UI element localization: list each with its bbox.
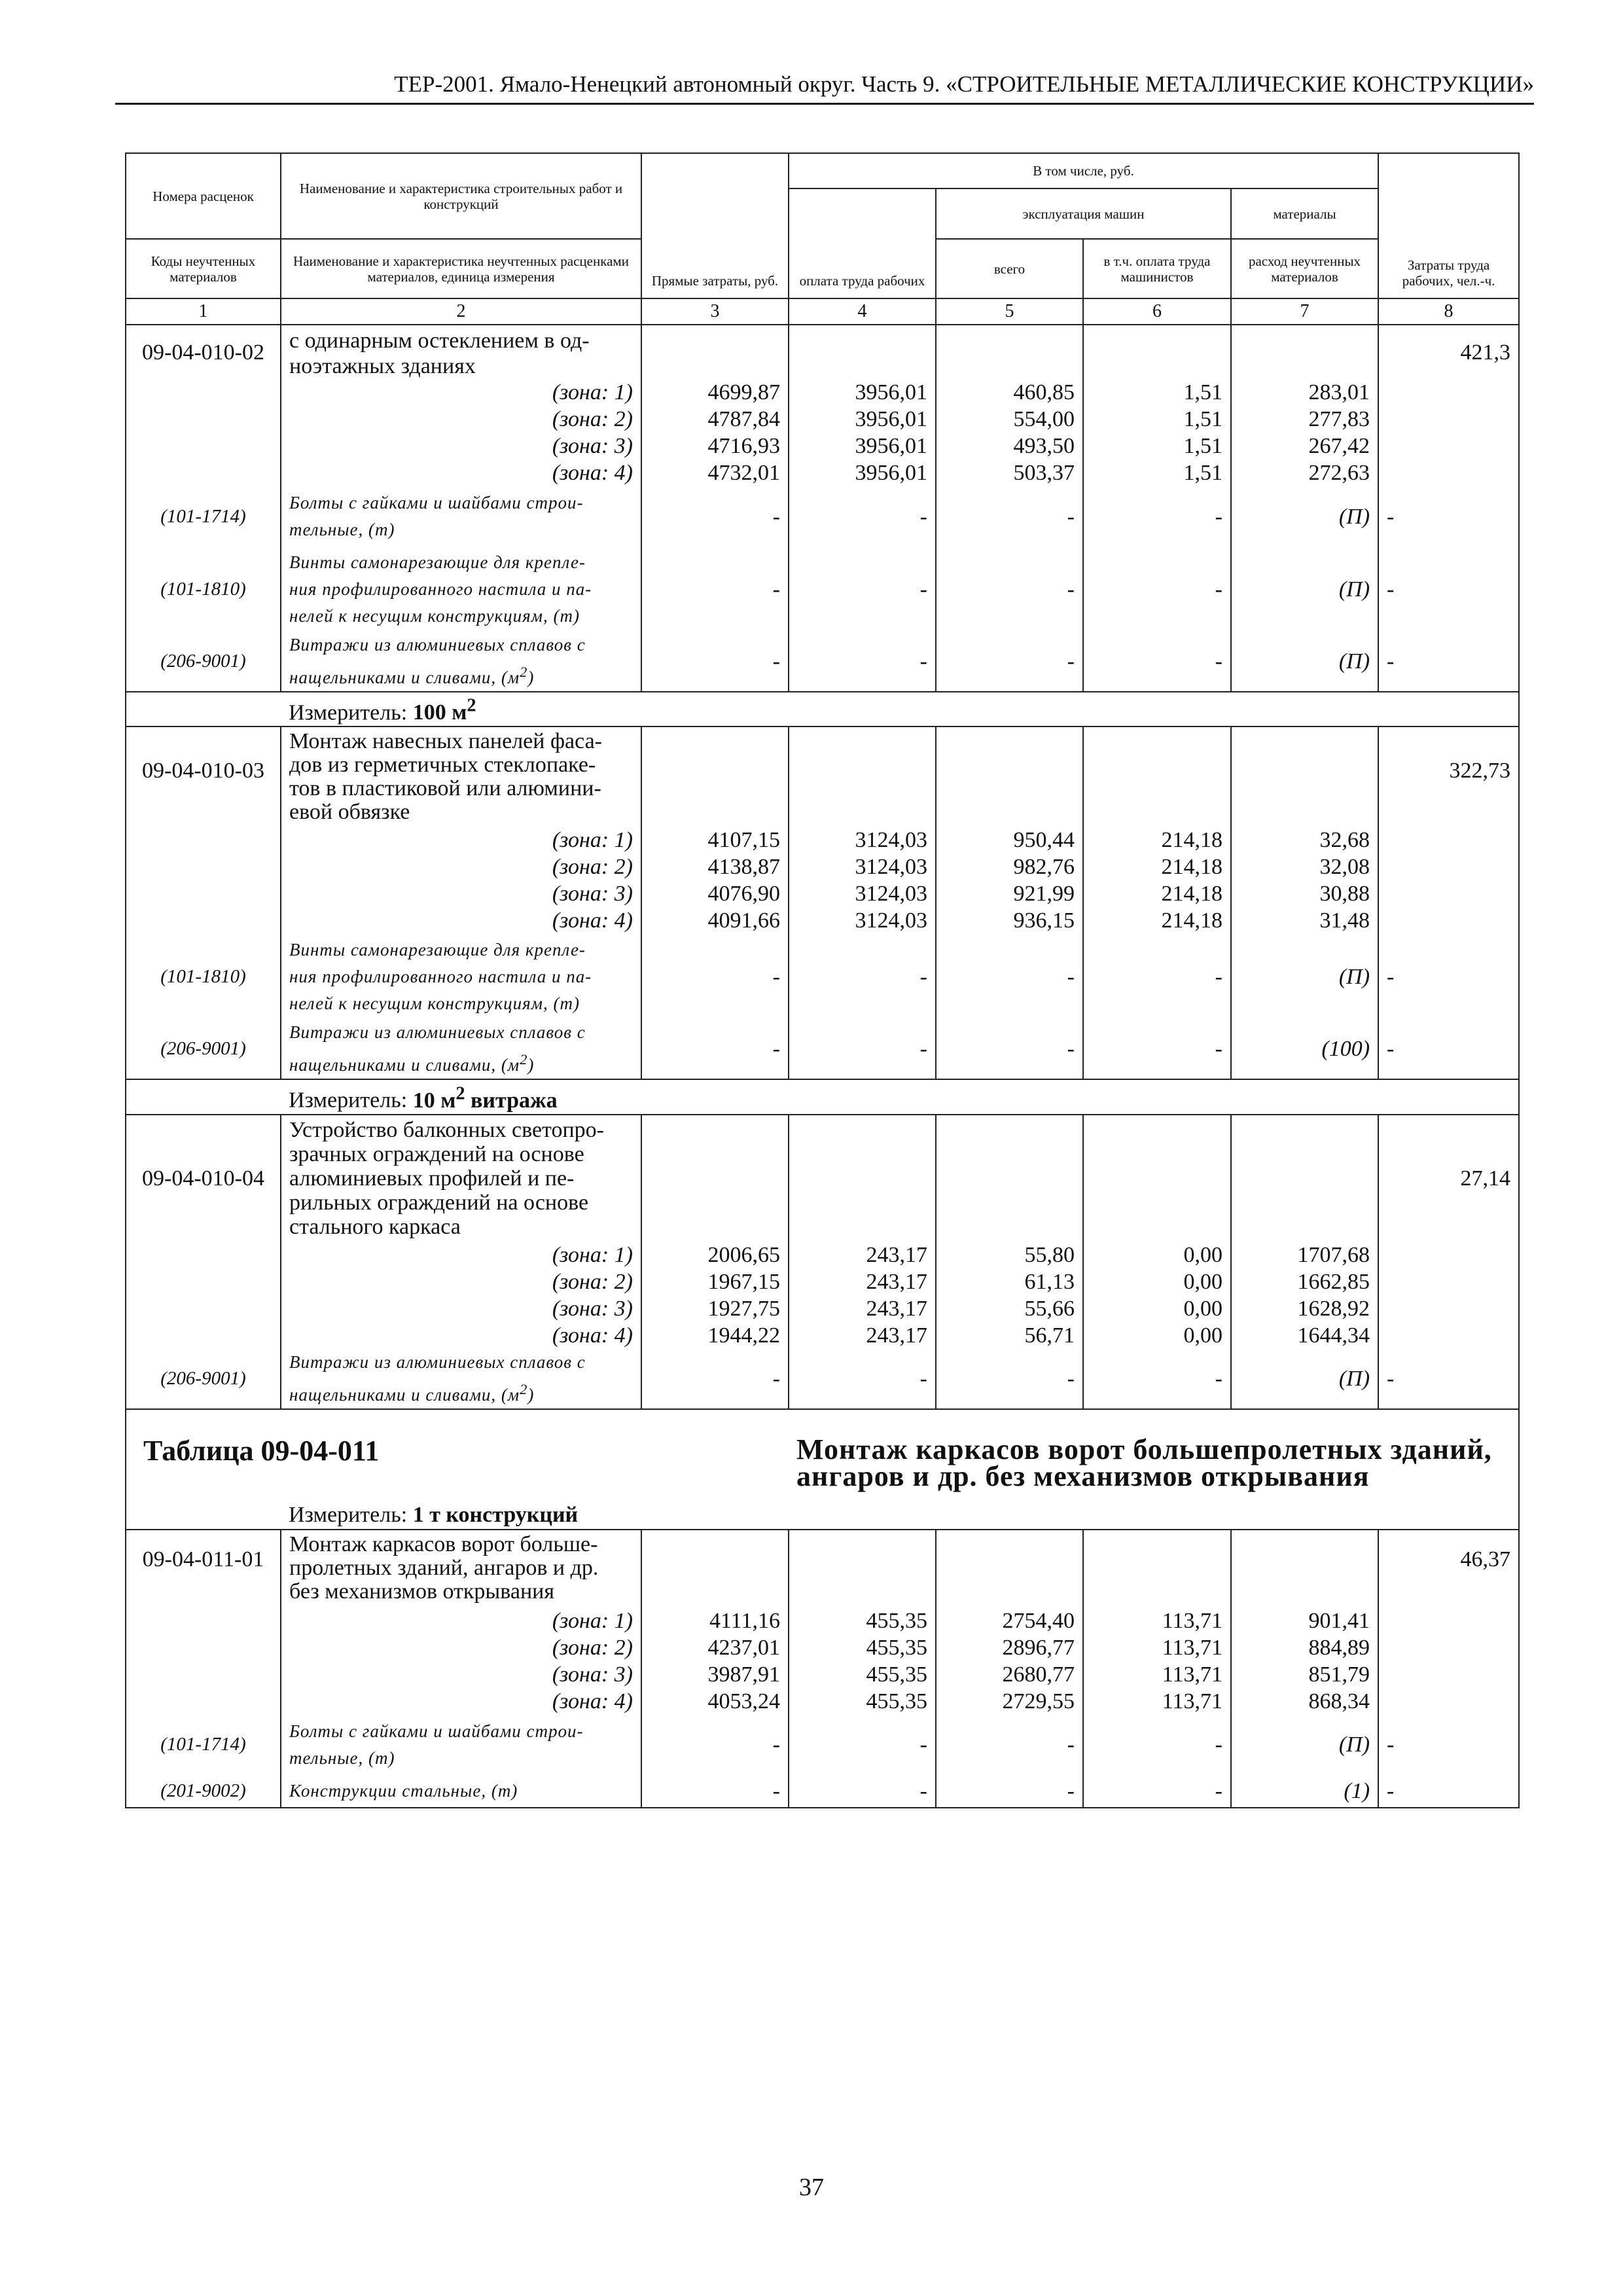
- material-code: (101-1714): [126, 1715, 281, 1775]
- measure-text: Измеритель: 10 $м^2$ витража: [281, 1079, 1519, 1114]
- zone-label: (зона: 2): [281, 1634, 641, 1661]
- dash: -: [641, 1775, 789, 1808]
- machines-total: 982,76: [936, 853, 1083, 880]
- materials-cost: 1644,34: [1231, 1322, 1378, 1349]
- material-code: (101-1810): [126, 547, 281, 632]
- machines-total: 56,71: [936, 1322, 1083, 1349]
- zone-row: [126, 1322, 1519, 1349]
- dash: -: [1083, 1715, 1231, 1775]
- rate-code: 09-04-010-04: [126, 1115, 281, 1242]
- materials-cost: 868,34: [1231, 1688, 1378, 1715]
- rate-name: Монтаж каркасов ворот больше- пролетных зданий, ангаров и др. без механизмов открывания: [281, 1530, 641, 1607]
- column-number: 8: [1378, 298, 1519, 325]
- dash: -: [1083, 1775, 1231, 1808]
- wages: 3956,01: [789, 459, 936, 486]
- dash: -: [789, 1715, 936, 1775]
- dash: -: [641, 1715, 789, 1775]
- material-name-line: нелей к несущим конструкциям, (т): [289, 605, 580, 626]
- machines-total: 460,85: [936, 379, 1083, 406]
- dash: -: [936, 1349, 1083, 1409]
- material-code: (206-9001): [126, 1349, 281, 1409]
- wages: 3124,03: [789, 853, 936, 880]
- rate-row: [126, 726, 1519, 827]
- machinist-wages: 113,71: [1083, 1634, 1231, 1661]
- dash: -: [1378, 934, 1519, 1019]
- dash: -: [1083, 486, 1231, 547]
- zone-label: (зона: 3): [281, 1661, 641, 1688]
- wages: 3956,01: [789, 406, 936, 433]
- wages: 455,35: [789, 1607, 936, 1634]
- direct-cost: 4053,24: [641, 1688, 789, 1715]
- material-code: (201-9002): [126, 1775, 281, 1808]
- dash: -: [789, 1349, 936, 1409]
- unit-bracket: ): [527, 668, 535, 687]
- rate-code: 09-04-010-02: [126, 325, 281, 379]
- material-row: [126, 486, 1519, 547]
- material-quantity: (П): [1231, 1349, 1378, 1409]
- dash: -: [1378, 486, 1519, 547]
- wages: 243,17: [789, 1295, 936, 1322]
- direct-cost: 4732,01: [641, 459, 789, 486]
- material-code: (206-9001): [126, 1019, 281, 1079]
- dash: -: [1378, 1775, 1519, 1808]
- material-row: [126, 1349, 1519, 1409]
- dash: -: [641, 632, 789, 692]
- wages: 3124,03: [789, 907, 936, 934]
- machines-total: 2896,77: [936, 1634, 1083, 1661]
- column-number: 5: [936, 298, 1083, 325]
- zone-label: (зона: 4): [281, 1688, 641, 1715]
- machinist-wages: 0,00: [1083, 1295, 1231, 1322]
- materials-cost: 884,89: [1231, 1634, 1378, 1661]
- table-heading-row: [126, 1409, 1519, 1501]
- dash: -: [1378, 547, 1519, 632]
- machinist-wages: 113,71: [1083, 1607, 1231, 1634]
- dash: -: [1083, 632, 1231, 692]
- wages: 3124,03: [789, 880, 936, 907]
- materials-cost: 283,01: [1231, 379, 1378, 406]
- page-number: 37: [799, 2174, 824, 2201]
- wages: 455,35: [789, 1661, 936, 1688]
- machinist-wages: 1,51: [1083, 433, 1231, 459]
- materials-cost: 851,79: [1231, 1661, 1378, 1688]
- direct-cost: 2006,65: [641, 1242, 789, 1268]
- material-row: [126, 547, 1519, 632]
- dash: -: [936, 547, 1083, 632]
- dash: -: [789, 632, 936, 692]
- machines-total: 55,66: [936, 1295, 1083, 1322]
- dash: -: [789, 934, 936, 1019]
- materials-cost: 1628,92: [1231, 1295, 1378, 1322]
- col1-bottom-header: Коды неучтенных материалов: [126, 239, 281, 298]
- dash: -: [936, 1019, 1083, 1079]
- rate-code: 09-04-010-03: [126, 726, 281, 827]
- wages: 243,17: [789, 1268, 936, 1295]
- column-number: 3: [641, 298, 789, 325]
- material-quantity: (П): [1231, 1715, 1378, 1775]
- column-number: 4: [789, 298, 936, 325]
- material-row: [126, 934, 1519, 1019]
- measure-row: [126, 1501, 1519, 1530]
- machines-total: 921,99: [936, 880, 1083, 907]
- material-row: [126, 1019, 1519, 1079]
- col5-header: всего: [936, 239, 1083, 298]
- labor-cost: 322,73: [1378, 726, 1519, 827]
- dash: -: [936, 632, 1083, 692]
- zone-row: [126, 853, 1519, 880]
- materials-cost: 32,68: [1231, 827, 1378, 853]
- rate-row: [126, 1530, 1519, 1607]
- material-name-line: нащельниками и сливами, (м: [289, 668, 520, 687]
- zone-row: [126, 1661, 1519, 1688]
- wages: 455,35: [789, 1634, 936, 1661]
- col7-header: расход неучтенных материалов: [1231, 239, 1378, 298]
- col6-header: в т.ч. оплата труда машинистов: [1083, 239, 1231, 298]
- zone-row: [126, 1295, 1519, 1322]
- material-row: [126, 1715, 1519, 1775]
- machines-total: 554,00: [936, 406, 1083, 433]
- materials-cost: 1662,85: [1231, 1268, 1378, 1295]
- machines-total: 950,44: [936, 827, 1083, 853]
- zone-row: [126, 1268, 1519, 1295]
- dash: -: [641, 1349, 789, 1409]
- machinist-wages: 0,00: [1083, 1268, 1231, 1295]
- wages: 3956,01: [789, 433, 936, 459]
- machinist-wages: 1,51: [1083, 459, 1231, 486]
- column-numbers-row: [126, 298, 1519, 325]
- labor-cost: 421,3: [1378, 325, 1519, 379]
- materials-cost: 901,41: [1231, 1607, 1378, 1634]
- direct-cost: 4107,15: [641, 827, 789, 853]
- zone-row: [126, 379, 1519, 406]
- machinist-wages: 214,18: [1083, 880, 1231, 907]
- column-number: 7: [1231, 298, 1378, 325]
- rate-name-line: ноэтажных зданиях: [289, 354, 476, 378]
- zone-label: (зона: 1): [281, 1607, 641, 1634]
- direct-cost: 4076,90: [641, 880, 789, 907]
- zone-label: (зона: 4): [281, 1322, 641, 1349]
- machines-total: 2754,40: [936, 1607, 1083, 1634]
- table-description: Монтаж каркасов ворот большепролетных зданий, ангаров и др. без механизмов открывания: [789, 1409, 1519, 1501]
- zone-label: (зона: 3): [281, 1295, 641, 1322]
- machinist-wages: 214,18: [1083, 853, 1231, 880]
- direct-cost: 1927,75: [641, 1295, 789, 1322]
- materials-cost: 32,08: [1231, 853, 1378, 880]
- material-row: [126, 1775, 1519, 1808]
- machines-total: 493,50: [936, 433, 1083, 459]
- material-name: [281, 632, 641, 692]
- material-name-line: Болты с гайками и шайбами строи-: [289, 493, 584, 512]
- machines-total: 55,80: [936, 1242, 1083, 1268]
- material-name: Винты самонарезающие для крепле- ния профилированного настила и па- нелей к несущим конструкциям, (т): [281, 934, 641, 1019]
- zone-row: [126, 1688, 1519, 1715]
- machinist-wages: 113,71: [1083, 1688, 1231, 1715]
- measure-row: [126, 692, 1519, 726]
- dash: -: [936, 1715, 1083, 1775]
- material-quantity: (П): [1231, 547, 1378, 632]
- rate-code: 09-04-011-01: [126, 1530, 281, 1607]
- column-number: 1: [126, 298, 281, 325]
- zone-label: (зона: 1): [281, 827, 641, 853]
- wages: 3124,03: [789, 827, 936, 853]
- measure-row: [126, 1079, 1519, 1114]
- zone-label: (зона: 2): [281, 406, 641, 433]
- dash: -: [936, 934, 1083, 1019]
- dash: -: [1083, 1349, 1231, 1409]
- zone-label: (зона: 2): [281, 1268, 641, 1295]
- dash: -: [1083, 547, 1231, 632]
- zone-label: (зона: 1): [281, 1242, 641, 1268]
- zone-label: (зона: 3): [281, 880, 641, 907]
- measure-text: [281, 692, 1519, 726]
- measure-label: Измеритель:: [289, 700, 408, 725]
- material-name: Витражи из алюминиевых сплавов с нащельниками и сливами, $(м^2)$: [281, 1019, 641, 1079]
- column-number: 2: [281, 298, 641, 325]
- materials-cost: 277,83: [1231, 406, 1378, 433]
- direct-cost: 1967,15: [641, 1268, 789, 1295]
- zone-row: [126, 827, 1519, 853]
- wages: 243,17: [789, 1322, 936, 1349]
- material-name-line: тельные, (т): [289, 520, 395, 539]
- dash: -: [1083, 1019, 1231, 1079]
- dash: -: [936, 1775, 1083, 1808]
- materials-cost: 272,63: [1231, 459, 1378, 486]
- wages: 3956,01: [789, 379, 936, 406]
- dash: -: [789, 547, 936, 632]
- material-name-line: Витражи из алюминиевых сплавов с: [289, 635, 586, 655]
- table-title: Таблица 09-04-011: [126, 1409, 789, 1501]
- zone-label: (зона: 2): [281, 853, 641, 880]
- measure-value: 1 т конструкций: [412, 1502, 579, 1527]
- material-name: [281, 547, 641, 632]
- material-row: [126, 632, 1519, 692]
- material-name: [281, 486, 641, 547]
- direct-cost: 4699,87: [641, 379, 789, 406]
- measure-text: Измеритель: 1 т конструкций: [281, 1501, 1519, 1530]
- machinist-wages: 113,71: [1083, 1661, 1231, 1688]
- header-text: ТЕР-2001. Ямало-Ненецкий автономный округ. Часть 9. «СТРОИТЕЛЬНЫЕ МЕТАЛЛИЧЕСКИЕ КОНСТРУКЦИИ»: [394, 71, 1534, 97]
- zone-row: [126, 1634, 1519, 1661]
- measure-value: 10 $м^2$ витража: [412, 1083, 558, 1113]
- rate-name: Монтаж навесных панелей фаса- дов из герметичных стеклопаке- тов в пластиковой или алюмини- евой обвязке: [281, 726, 641, 827]
- direct-cost: 4716,93: [641, 433, 789, 459]
- dash: -: [641, 1019, 789, 1079]
- machines-total: 2680,77: [936, 1661, 1083, 1688]
- machines-total: 936,15: [936, 907, 1083, 934]
- dash: -: [641, 934, 789, 1019]
- material-code: (206-9001): [126, 632, 281, 692]
- unit-superscript: 2: [520, 664, 528, 680]
- zone-label: (зона: 1): [281, 379, 641, 406]
- rate-row: [126, 325, 1519, 379]
- zone-row: [126, 459, 1519, 486]
- machinist-wages: 0,00: [1083, 1322, 1231, 1349]
- materials-cost: 31,48: [1231, 907, 1378, 934]
- dash: -: [1083, 934, 1231, 1019]
- zone-row: [126, 1607, 1519, 1634]
- material-name: Болты с гайками и шайбами строи- тельные, (т): [281, 1715, 641, 1775]
- direct-cost: 3987,91: [641, 1661, 789, 1688]
- dash: -: [936, 486, 1083, 547]
- rate-row: [126, 1115, 1519, 1242]
- material-quantity: (100): [1231, 1019, 1378, 1079]
- dash: -: [789, 1775, 936, 1808]
- wages: 455,35: [789, 1688, 936, 1715]
- machines-total: 61,13: [936, 1268, 1083, 1295]
- column-number: 6: [1083, 298, 1231, 325]
- machinist-wages: 0,00: [1083, 1242, 1231, 1268]
- measure-value: 100 $м^2$: [412, 696, 476, 725]
- machinist-wages: 214,18: [1083, 827, 1231, 853]
- machines-group-header: эксплуатация машин: [936, 188, 1231, 239]
- zone-label: (зона: 4): [281, 459, 641, 486]
- material-quantity: (1): [1231, 1775, 1378, 1808]
- dash: -: [1378, 1019, 1519, 1079]
- zone-row: [126, 1242, 1519, 1268]
- dash: -: [641, 547, 789, 632]
- zone-row: [126, 907, 1519, 934]
- wages: 243,17: [789, 1242, 936, 1268]
- material-name: Конструкции стальные, (т): [281, 1775, 641, 1808]
- materials-cost: 30,88: [1231, 880, 1378, 907]
- rate-name: [281, 325, 641, 379]
- rates-table: [125, 152, 1520, 1808]
- col3-header: Прямые затраты, руб.: [641, 153, 789, 298]
- page-header: [115, 69, 1534, 105]
- dash: -: [1378, 1349, 1519, 1409]
- direct-cost: 4111,16: [641, 1607, 789, 1634]
- col4-header: оплата труда рабочих: [789, 188, 936, 298]
- material-quantity: (П): [1231, 632, 1378, 692]
- dash: -: [789, 1019, 936, 1079]
- zone-label: (зона: 3): [281, 433, 641, 459]
- materials-cost: 267,42: [1231, 433, 1378, 459]
- material-code: (101-1810): [126, 934, 281, 1019]
- col2-bottom-header: Наименование и характеристика неучтенных расценками материалов, единица измерения: [281, 239, 641, 298]
- material-code: (101-1714): [126, 486, 281, 547]
- machinist-wages: 214,18: [1083, 907, 1231, 934]
- material-name-line: ния профилированного настила и па-: [289, 579, 592, 599]
- direct-cost: 4787,84: [641, 406, 789, 433]
- zone-label: (зона: 4): [281, 907, 641, 934]
- material-name-line: Винты самонарезающие для крепле-: [289, 552, 586, 572]
- labor-cost: 27,14: [1378, 1115, 1519, 1242]
- materials-cost: 1707,68: [1231, 1242, 1378, 1268]
- col1-top-header: Номера расценок: [126, 153, 281, 239]
- rate-name: Устройство балконных светопро- зрачных ограждений на основе алюминиевых профилей и пе- рильных ограждений на основе стального каркаса: [281, 1115, 641, 1242]
- dash: -: [1378, 1715, 1519, 1775]
- direct-cost: 1944,22: [641, 1322, 789, 1349]
- machinist-wages: 1,51: [1083, 379, 1231, 406]
- machinist-wages: 1,51: [1083, 406, 1231, 433]
- col8-header: Затраты труда рабочих, чел.-ч.: [1378, 153, 1519, 298]
- zone-row: [126, 433, 1519, 459]
- direct-cost: 4091,66: [641, 907, 789, 934]
- dash: -: [1378, 632, 1519, 692]
- including-group-header: В том числе, руб.: [789, 153, 1378, 188]
- machines-total: 2729,55: [936, 1688, 1083, 1715]
- material-quantity: (П): [1231, 486, 1378, 547]
- dash: -: [789, 486, 936, 547]
- rate-name-line: с одинарным остеклением в од-: [289, 329, 590, 353]
- zone-row: [126, 880, 1519, 907]
- material-name: Витражи из алюминиевых сплавов с нащельниками и сливами, $(м^2)$: [281, 1349, 641, 1409]
- col2-top-header: Наименование и характеристика строительных работ и конструкций: [281, 153, 641, 239]
- direct-cost: 4138,87: [641, 853, 789, 880]
- zone-row: [126, 406, 1519, 433]
- material-quantity: (П): [1231, 934, 1378, 1019]
- labor-cost: 46,37: [1378, 1530, 1519, 1607]
- materials-group-header: материалы: [1231, 188, 1378, 239]
- direct-cost: 4237,01: [641, 1634, 789, 1661]
- machines-total: 503,37: [936, 459, 1083, 486]
- dash: -: [641, 486, 789, 547]
